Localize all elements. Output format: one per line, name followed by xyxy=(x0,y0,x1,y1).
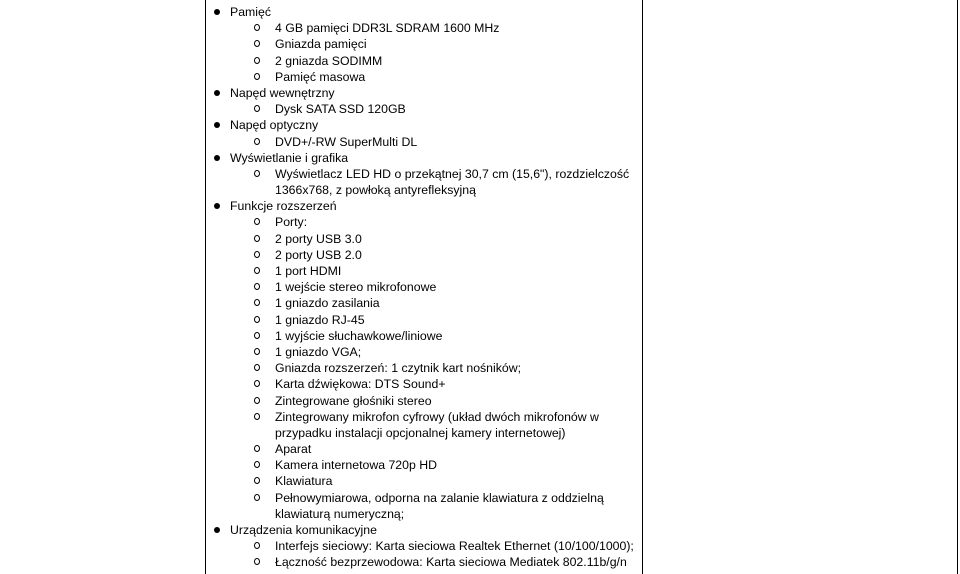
list-item-text: 2 porty USB 2.0 xyxy=(275,247,362,262)
bullet-circle-icon xyxy=(254,138,260,145)
list-item-text: Zintegrowany mikrofon cyfrowy (układ dwóch mikrofonów w xyxy=(275,409,599,424)
section-heading xyxy=(0,4,640,20)
list-item xyxy=(0,328,640,344)
list-item-text: Dysk SATA SSD 120GB xyxy=(275,102,406,117)
list-item-text: Gniazda pamięci xyxy=(275,37,367,52)
list-item xyxy=(0,101,640,117)
section-heading xyxy=(0,522,640,538)
section-title: Wyświetlanie i grafika xyxy=(230,150,349,165)
bullet-circle-icon xyxy=(254,332,260,339)
list-item-text: 2 gniazda SODIMM xyxy=(275,53,383,68)
list-item-text: Pełnowymiarowa, odporna na zalanie klawiatura z oddzielną xyxy=(275,490,604,505)
list-item xyxy=(0,376,640,392)
bullet-circle-icon xyxy=(254,494,260,501)
bullet-circle-icon xyxy=(254,477,260,484)
bullet-circle-icon xyxy=(254,235,260,242)
list-item-text: 1 gniazdo VGA; xyxy=(275,344,362,359)
list-item xyxy=(0,69,640,85)
list-item-text: klawiaturą numeryczną; xyxy=(275,506,405,521)
list-item-text: 1 gniazdo RJ-45 xyxy=(275,312,365,327)
list-item-text: Karta dźwiękowa: DTS Sound+ xyxy=(275,377,446,392)
bullet-circle-icon xyxy=(254,348,260,355)
list-item xyxy=(0,36,640,52)
list-item-text: Pamięć masowa xyxy=(275,69,366,84)
list-item-text: Aparat xyxy=(275,442,312,457)
list-item xyxy=(0,344,640,360)
bullet-circle-icon xyxy=(254,170,260,177)
list-item-text: Klawiatura xyxy=(275,474,333,489)
list-item xyxy=(0,409,640,425)
list-item xyxy=(0,295,640,311)
bullet-circle-icon xyxy=(254,299,260,306)
list-item xyxy=(0,279,640,295)
bullet-circle-icon xyxy=(254,267,260,274)
bullet-disc-icon xyxy=(214,122,220,128)
bullet-circle-icon xyxy=(254,364,260,371)
list-item xyxy=(0,360,640,376)
bullet-circle-icon xyxy=(254,283,260,290)
table-border-right xyxy=(957,0,958,574)
list-item-text: Interfejs sieciowy: Karta sieciowa Realtek Ethernet (10/100/1000); xyxy=(275,539,634,554)
list-item-continuation xyxy=(0,425,640,441)
section-heading xyxy=(0,198,640,214)
spec-list xyxy=(0,4,640,571)
bullet-disc-icon xyxy=(214,90,220,96)
section-title: Napęd wewnętrzny xyxy=(230,85,335,100)
bullet-disc-icon xyxy=(214,527,220,533)
bullet-circle-icon xyxy=(254,251,260,258)
list-item-text: Wyświetlacz LED HD o przekątnej 30,7 cm (15,6"), rozdzielczość xyxy=(275,166,630,181)
section-title: Funkcje rozszerzeń xyxy=(230,199,337,214)
bullet-circle-icon xyxy=(254,558,260,565)
section-heading xyxy=(0,85,640,101)
section-title: Napęd optyczny xyxy=(230,118,319,133)
list-item xyxy=(0,441,640,457)
bullet-disc-icon xyxy=(214,203,220,209)
list-item-text: Porty: xyxy=(275,215,308,230)
list-item-text: 1 gniazdo zasilania xyxy=(275,296,380,311)
list-item xyxy=(0,538,640,554)
section-title: Urządzenia komunikacyjne xyxy=(230,523,377,537)
list-item-text: Gniazda rozszerzeń: 1 czytnik kart nośników; xyxy=(275,361,522,376)
table-border-middle xyxy=(642,0,643,574)
list-item-text: 1 wejście stereo mikrofonowe xyxy=(275,280,437,295)
list-item xyxy=(0,53,640,69)
section-heading xyxy=(0,150,640,166)
list-item-text: Kamera internetowa 720p HD xyxy=(275,458,437,473)
bullet-circle-icon xyxy=(254,445,260,452)
bullet-circle-icon xyxy=(254,461,260,468)
bullet-circle-icon xyxy=(254,380,260,387)
bullet-disc-icon xyxy=(214,155,220,161)
bullet-circle-icon xyxy=(254,413,260,420)
section-title: Pamięć xyxy=(230,5,272,19)
list-item-text: 4 GB pamięci DDR3L SDRAM 1600 MHz xyxy=(275,21,500,36)
bullet-circle-icon xyxy=(254,40,260,47)
section-heading xyxy=(0,117,640,133)
list-item xyxy=(0,473,640,489)
list-item-continuation xyxy=(0,506,640,522)
list-item xyxy=(0,247,640,263)
list-item xyxy=(0,393,640,409)
bullet-circle-icon xyxy=(254,24,260,31)
list-item xyxy=(0,231,640,247)
list-item-text: 1366x768, z powłoką antyrefleksyjną xyxy=(275,183,476,198)
bullet-circle-icon xyxy=(254,542,260,549)
list-item xyxy=(0,134,640,150)
list-item-text: DVD+/-RW SuperMulti DL xyxy=(275,134,418,149)
list-item-text: przypadku instalacji opcjonalnej kamery internetowej) xyxy=(275,425,566,440)
list-item xyxy=(0,457,640,473)
list-item-text: 1 port HDMI xyxy=(275,264,342,278)
list-item xyxy=(0,312,640,328)
bullet-disc-icon xyxy=(214,9,220,15)
list-item-text: 2 porty USB 3.0 xyxy=(275,231,362,246)
list-item xyxy=(0,166,640,182)
bullet-circle-icon xyxy=(254,397,260,404)
bullet-circle-icon xyxy=(254,57,260,64)
list-item xyxy=(0,490,640,506)
list-item-continuation xyxy=(0,182,640,198)
list-item xyxy=(0,20,640,36)
list-item xyxy=(0,214,640,230)
list-item-text: 1 wyjście słuchawkowe/liniowe xyxy=(275,328,443,343)
list-item xyxy=(0,263,640,279)
bullet-circle-icon xyxy=(254,218,260,225)
bullet-circle-icon xyxy=(254,316,260,323)
list-item-text: Łączność bezprzewodowa: Karta sieciowa Mediatek 802.11b/g/n xyxy=(275,555,627,570)
bullet-circle-icon xyxy=(254,105,260,112)
list-item-text: Zintegrowane głośniki stereo xyxy=(275,393,432,408)
bullet-circle-icon xyxy=(254,73,260,80)
list-item xyxy=(0,554,640,570)
